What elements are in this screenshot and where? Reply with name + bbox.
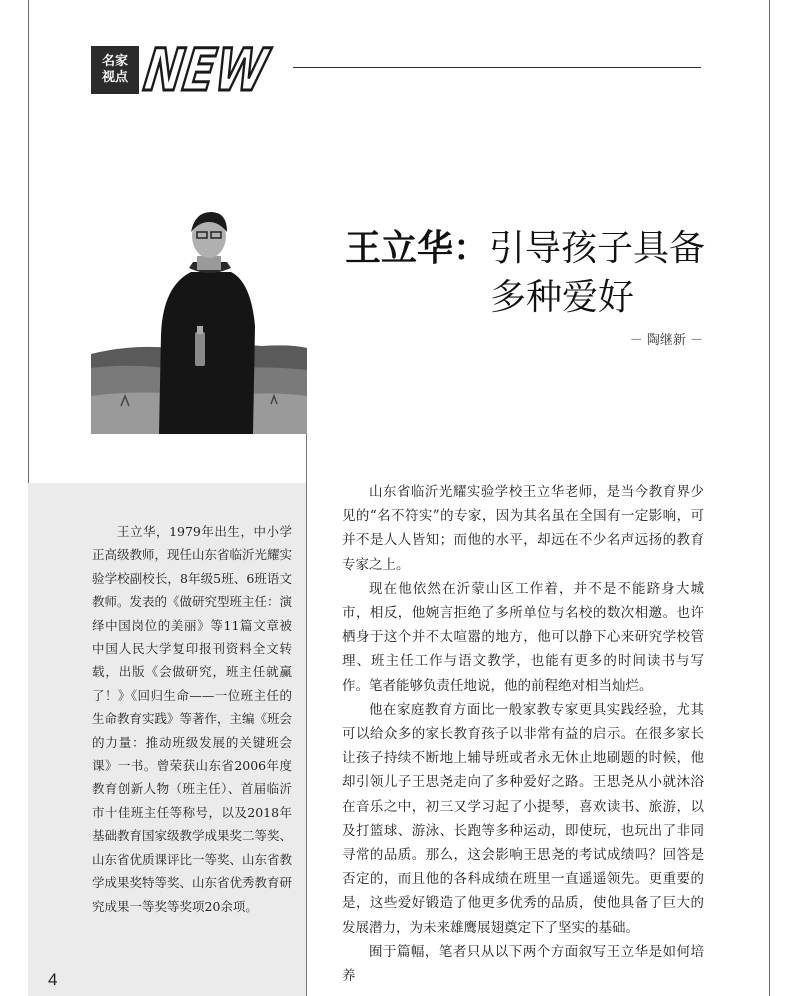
page-number: 4 xyxy=(48,970,58,989)
article-body xyxy=(342,480,704,988)
section-label-line1: 名家 xyxy=(101,54,128,69)
header-rule xyxy=(293,67,701,68)
new-logo xyxy=(140,34,302,104)
article-title-line2: 多种爱好 xyxy=(490,277,635,318)
title-name: 王立华： xyxy=(345,227,490,269)
body-paragraph: 囿于篇幅，笔者只从以下两个方面叙写王立华是如何培养 xyxy=(342,943,704,985)
new-logo-text: NEW xyxy=(140,36,302,104)
section-badge xyxy=(91,46,139,94)
body-paragraph: 他在家庭教育方面比一般家教专家更具实践经验，尤其可以给众多的家长教育孩子以非常有益的启示。在很多家长让孩子持续不断地上辅导班或者永无休止地刷题的时候，他却引领儿子王思尧走向了多种爱好之路。王思尧从小就沐浴在音乐之中，初三又学习起了小提琴，喜欢读书、旅游，以及打篮球、游泳、长跑等多种运动，即使玩，也玩出了非同寻常的品质。那么，这会影响王思尧的考试成绩吗？回答是否定的，而且他的各科成绩在班里一直遥遥领先。更重要的是，这些爱好锻造了他更多优秀的品质，使他具备了巨大的发展潜力，为未来雄鹰展翅奠定下了坚实的基础。 xyxy=(342,701,704,936)
title-rest: 引导孩子具备 xyxy=(489,228,706,269)
byline: － 陶继新 － xyxy=(629,333,703,348)
section-label-line2: 视点 xyxy=(101,70,128,85)
author-bio: 王立华，1979年出生，中小学正高级教师，现任山东省临沂光耀实验学校副校长，8年级5班、6班语文教师。发表的《做研究型班主任：演绎中国岗位的美丽》等11篇文章被中国人民大学复印报刊资料全文转载，出版《会做研究，班主任就赢了！》《回归生命——一位班主任的生命教育实践》等著作，主编《班会的力量：推动班级发展的关键班会课》一书。曾荣获山东省2006年度教育创新人物（班主任）、首届临沂市十佳班主任等称号，以及2018年基础教育国家级教学成果奖二等奖、山东省优质课评比一等奖、山东省教学成果奖特等奖、山东省优秀教育研究成果一等奖等奖项20余项。 xyxy=(92,524,293,914)
article-title-line1 xyxy=(345,226,705,271)
author-photo xyxy=(91,206,307,434)
body-paragraph: 山东省临沂光耀实验学校王立华老师，是当今教育界少见的“名不符实”的专家，因为其名虽在全国有一定影响，可并不是人人皆知；而他的水平，却远在不少名声远扬的教育专家之上。 xyxy=(342,484,704,573)
column-divider xyxy=(306,434,307,996)
body-paragraph: 现在他依然在沂蒙山区工作着，并不是不能跻身大城市，相反，他婉言拒绝了多所单位与名校的数次相邀。也许栖身于这个并不太喧嚣的地方，他可以静下心来研究学校管理、班主任工作与语文教学，也能有更多的时间读书与写作。笔者能够负责任地说，他的前程绝对相当灿烂。 xyxy=(342,580,704,694)
